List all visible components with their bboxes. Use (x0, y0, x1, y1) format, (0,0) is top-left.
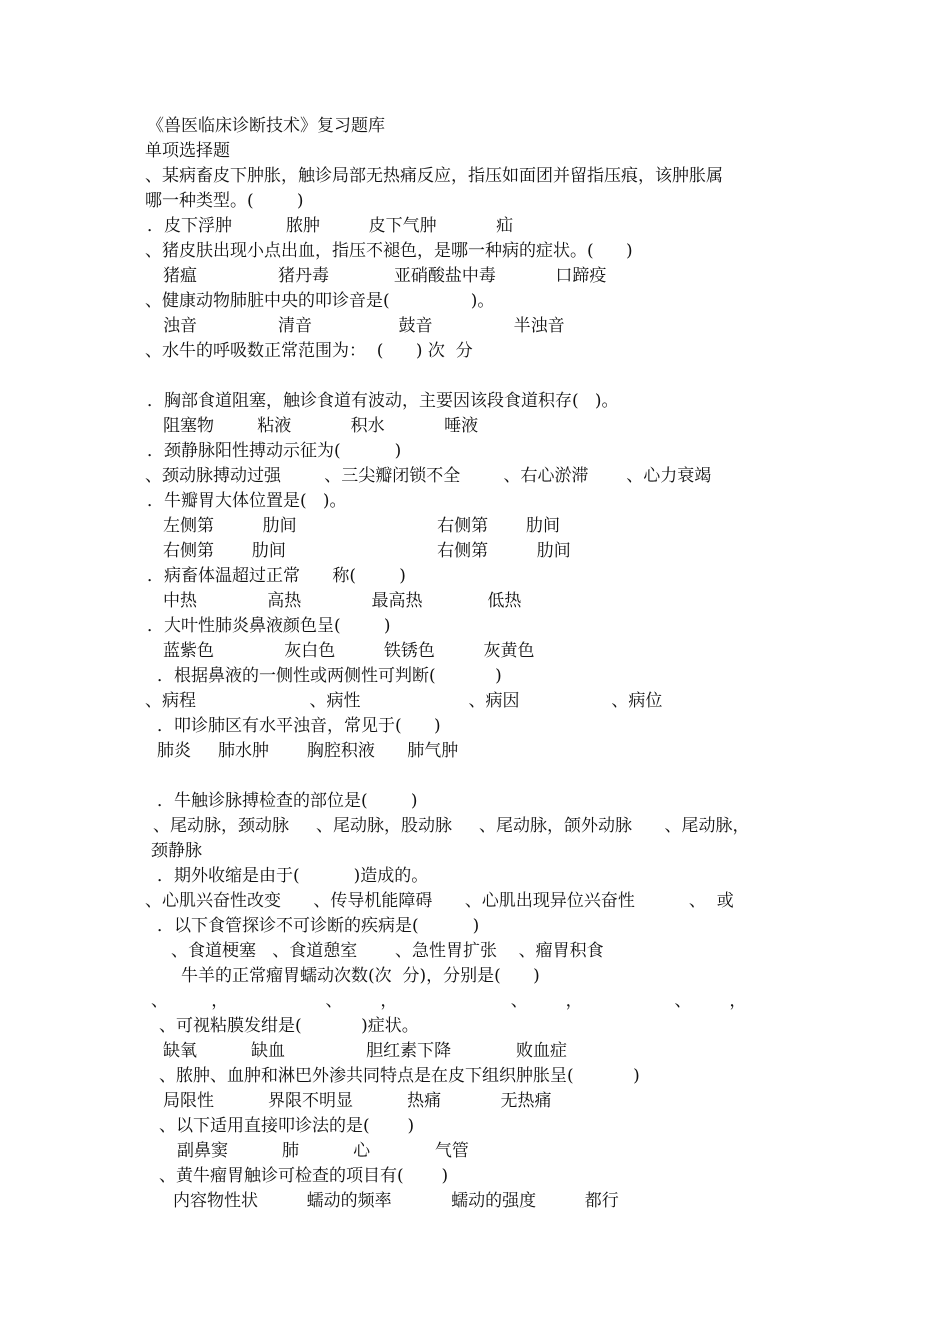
text-line: 、某病畜皮下肿胀，触诊局部无热痛反应，指压如面团并留指压痕，该肿胀属 (145, 166, 723, 186)
text-line: ．病畜体温超过正常 称( ) (147, 566, 406, 586)
text-line: ．牛瓣胃大体位置是( )。 (147, 491, 347, 511)
text-line: ．皮下浮肿 脓肿 皮下气肿 疝 (147, 216, 514, 236)
text-line: 、可视粘膜发绀是( )症状。 (159, 1016, 419, 1036)
text-line: 猪瘟 猪丹毒 亚硝酸盐中毒 口蹄疫 (163, 266, 607, 286)
text-line: ．以下食管探诊不可诊断的疾病是( ) (157, 916, 480, 936)
text-line: 、食道梗塞 、食道憩室 、急性胃扩张 、瘤胃积食 (171, 941, 604, 961)
text-line: ．颈静脉阳性搏动示征为( ) (147, 441, 402, 461)
text-line: ．大叶性肺炎鼻液颜色呈( ) (147, 616, 391, 636)
text-line: 肺炎 肺水肿 胸腔积液 肺气肿 (157, 741, 459, 761)
text-line: 、以下适用直接叩诊法的是( ) (159, 1116, 415, 1136)
text-line: ．牛触诊脉搏检查的部位是( ) (157, 791, 418, 811)
text-line: 、水牛的呼吸数正常范围为： ( ) 次 分 (145, 341, 473, 361)
text-line: 左侧第 肋间 右侧第 肋间 (163, 516, 560, 536)
text-line: 副鼻窦 肺 心 气管 (177, 1141, 469, 1161)
text-line: 右侧第 肋间 右侧第 肋间 (163, 541, 571, 561)
text-line: 缺氧 缺血 胆红素下降 败血症 (163, 1041, 567, 1061)
text-line: ．胸部食道阻塞，触诊食道有波动，主要因该段食道积存( )。 (147, 391, 619, 411)
text-line: 局限性 界限不明显 热痛 无热痛 (163, 1091, 552, 1111)
text-line: 中热 高热 最高热 低热 (163, 591, 522, 611)
text-line: 颈静脉 (151, 841, 202, 861)
text-line: 牛羊的正常瘤胃蠕动次数(次 分)，分别是( ) (181, 966, 540, 986)
text-line: ．叩诊肺区有水平浊音，常见于( ) (157, 716, 441, 736)
text-line: 、健康动物肺脏中央的叩诊音是( )。 (145, 291, 495, 311)
text-line: 、病程 、病性 、病因 、病位 (145, 691, 663, 711)
text-line: 、心肌兴奋性改变 、传导机能障碍 、心肌出现异位兴奋性 、 或 (145, 891, 734, 911)
document-title: 《兽医临床诊断技术》复习题库 (147, 116, 385, 136)
text-line: 、颈动脉搏动过强 、三尖瓣闭锁不全 、右心淤滞 、心力衰竭 (145, 466, 712, 486)
text-line: 、脓肿、血肿和淋巴外渗共同特点是在皮下组织肿胀呈( ) (159, 1066, 640, 1086)
text-line: 、猪皮肤出现小点出血，指压不褪色，是哪一种病的症状。( ) (145, 241, 633, 261)
text-line: 、尾动脉，颈动脉 、尾动脉，股动脉 、尾动脉，颌外动脉 、尾动脉， (153, 816, 750, 836)
text-line: 阻塞物 粘液 积水 唾液 (163, 416, 479, 436)
text-line: 浊音 清音 鼓音 半浊音 (163, 316, 565, 336)
text-line: 哪一种类型。( ) (145, 191, 304, 211)
text-line: 内容物性状 蠕动的频率 蠕动的强度 都行 (173, 1191, 619, 1211)
section-heading: 单项选择题 (145, 141, 230, 161)
text-line: 、 ， 、 ， 、 ， 、 ， (151, 991, 747, 1011)
text-line: ．期外收缩是由于( )造成的。 (157, 866, 429, 886)
text-line: 、黄牛瘤胃触诊可检查的项目有( ) (159, 1166, 449, 1186)
text-line: 蓝紫色 灰白色 铁锈色 灰黄色 (163, 641, 535, 661)
text-line: ．根据鼻液的一侧性或两侧性可判断( ) (157, 666, 502, 686)
